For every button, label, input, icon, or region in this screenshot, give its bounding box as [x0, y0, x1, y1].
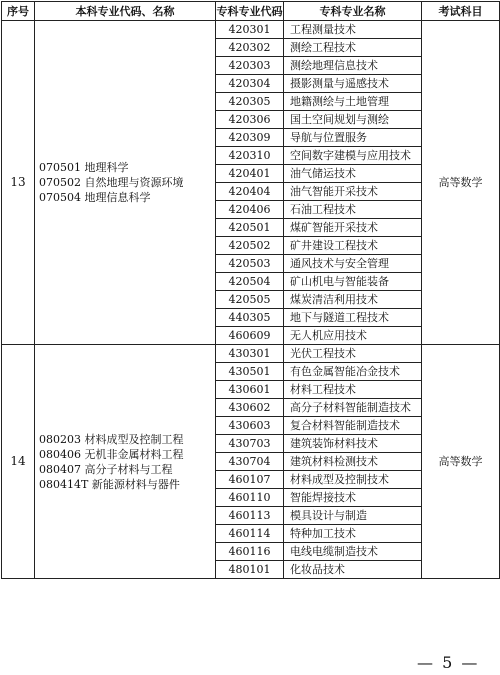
page-number: — 5 — [417, 653, 480, 672]
major-code: 420304 [216, 75, 284, 93]
major-name: 煤炭清洁利用技术 [284, 291, 422, 309]
major-name: 智能焊接技术 [284, 489, 422, 507]
bachelor-code: 070502 [39, 176, 81, 189]
bachelor-code: 080407 [39, 462, 81, 476]
major-name: 工程测量技术 [284, 21, 422, 39]
major-name: 材料成型及控制技术 [284, 471, 422, 489]
major-code: 420301 [216, 21, 284, 39]
major-name: 矿山机电与智能装备 [284, 273, 422, 291]
bachelor-major [39, 432, 215, 447]
major-name: 电线电缆制造技术 [284, 543, 422, 561]
header-name: 专科专业名称 [284, 2, 422, 21]
table-row [2, 21, 500, 39]
major-code: 430501 [216, 363, 284, 381]
major-code: 430602 [216, 399, 284, 417]
major-code: 480101 [216, 561, 284, 579]
major-name: 无人机应用技术 [284, 327, 422, 345]
bachelor-code: 080406 [39, 447, 81, 461]
major-name: 建筑材料检测技术 [284, 453, 422, 471]
major-code: 440305 [216, 309, 284, 327]
major-name: 空间数字建模与应用技术 [284, 147, 422, 165]
bachelor-name: 地理科学 [84, 161, 129, 174]
bachelor-name: 地理信息科学 [84, 191, 151, 204]
major-code: 430301 [216, 345, 284, 363]
major-code: 420305 [216, 93, 284, 111]
major-code: 460113 [216, 507, 284, 525]
exam-cell: 高等数学 [422, 345, 500, 579]
major-code: 420303 [216, 57, 284, 75]
major-code: 430601 [216, 381, 284, 399]
bachelor-major [39, 462, 215, 477]
major-code: 420503 [216, 255, 284, 273]
major-name: 建筑装饰材料技术 [284, 435, 422, 453]
major-name: 有色金属智能冶金技术 [284, 363, 422, 381]
major-code: 460107 [216, 471, 284, 489]
header-row [2, 2, 500, 21]
header-exam: 考试科目 [422, 2, 500, 21]
major-name: 矿井建设工程技术 [284, 237, 422, 255]
major-name: 化妆品技术 [284, 561, 422, 579]
bachelor-major [39, 447, 215, 462]
major-code: 460116 [216, 543, 284, 561]
major-name: 高分子材料智能制造技术 [284, 399, 422, 417]
bachelor-code: 080414T [39, 477, 89, 491]
major-code: 430704 [216, 453, 284, 471]
bachelor-cell [35, 21, 216, 345]
major-code: 420302 [216, 39, 284, 57]
major-code: 420401 [216, 165, 284, 183]
major-name: 测绘地理信息技术 [284, 57, 422, 75]
major-name: 油气智能开采技术 [284, 183, 422, 201]
bachelor-code: 070504 [39, 191, 81, 204]
bachelor-major [39, 190, 215, 205]
bachelor-name: 材料成型及控制工程 [84, 432, 184, 446]
major-name: 摄影测量与遥感技术 [284, 75, 422, 93]
major-name: 国土空间规划与测绘 [284, 111, 422, 129]
major-name: 光伏工程技术 [284, 345, 422, 363]
major-code: 420505 [216, 291, 284, 309]
table-body [2, 21, 500, 579]
header-bachelor: 本科专业代码、名称 [35, 2, 216, 21]
bachelor-cell [35, 345, 216, 579]
major-code: 420404 [216, 183, 284, 201]
bachelor-name: 新能源材料与器件 [91, 477, 180, 491]
bachelor-major [39, 477, 215, 492]
major-name: 材料工程技术 [284, 381, 422, 399]
major-name: 复合材料智能制造技术 [284, 417, 422, 435]
major-name: 油气储运技术 [284, 165, 422, 183]
major-name: 模具设计与制造 [284, 507, 422, 525]
major-code: 420309 [216, 129, 284, 147]
major-name: 地下与隧道工程技术 [284, 309, 422, 327]
major-name: 特种加工技术 [284, 525, 422, 543]
bachelor-name: 高分子材料与工程 [84, 462, 173, 476]
major-name: 地籍测绘与土地管理 [284, 93, 422, 111]
major-code: 420501 [216, 219, 284, 237]
bachelor-major [39, 175, 215, 190]
major-name: 通风技术与安全管理 [284, 255, 422, 273]
major-code: 420406 [216, 201, 284, 219]
major-name: 石油工程技术 [284, 201, 422, 219]
bachelor-name: 自然地理与资源环境 [84, 176, 184, 189]
major-name: 导航与位置服务 [284, 129, 422, 147]
table-row [2, 345, 500, 363]
major-name: 煤矿智能开采技术 [284, 219, 422, 237]
major-code: 430603 [216, 417, 284, 435]
header-seq: 序号 [2, 2, 35, 21]
bachelor-name: 无机非金属材料工程 [84, 447, 184, 461]
exam-cell: 高等数学 [422, 21, 500, 345]
seq-cell: 14 [2, 345, 35, 579]
bachelor-code: 070501 [39, 161, 81, 174]
major-name: 测绘工程技术 [284, 39, 422, 57]
major-table [1, 1, 500, 579]
seq-cell: 13 [2, 21, 35, 345]
major-code: 460114 [216, 525, 284, 543]
major-code: 460609 [216, 327, 284, 345]
header-code: 专科专业代码 [216, 2, 284, 21]
major-code: 420502 [216, 237, 284, 255]
major-code: 460110 [216, 489, 284, 507]
major-code: 430703 [216, 435, 284, 453]
major-code: 420306 [216, 111, 284, 129]
bachelor-major [39, 160, 215, 175]
major-code: 420504 [216, 273, 284, 291]
bachelor-code: 080203 [39, 432, 81, 446]
major-code: 420310 [216, 147, 284, 165]
